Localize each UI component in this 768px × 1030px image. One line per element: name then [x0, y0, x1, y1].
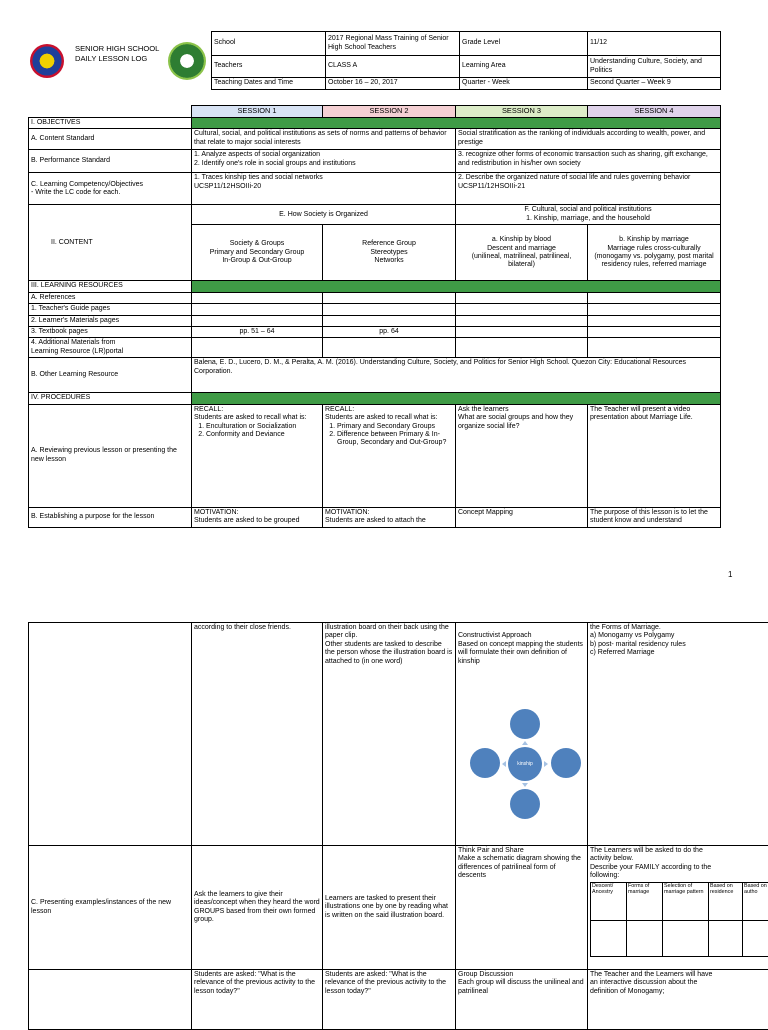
quarter-value: Second Quarter – Week 9 — [588, 78, 721, 90]
content-s4: b. Kinship by marriage Marriage rules cross-culturally (monogamy vs. polygamy, post marital residency rules, referred marriage — [588, 225, 721, 281]
recall-text: Students are asked to recall what is: — [325, 414, 453, 422]
content-label: II. CONTENT — [29, 205, 192, 281]
procedure-b-label: B. Establishing a purpose for the lesson — [29, 507, 192, 527]
procedure-a-s3: Ask the learners What are social groups and how they organize social life? — [456, 404, 588, 507]
procedure-b-s2-cont: illustration board on their back using the paper clip. Other students are tasked to describe the person whose the illustration board is attached to (in one word) — [323, 623, 456, 846]
other-resources-value: Balena, E. D., Lucero, D. M., & Peralta, A. M. (2016). Understanding Culture, Society, and Politics for Senior High School. Quezon City: Educational Resources Corporation. — [192, 358, 721, 393]
recall-title: RECALL: — [325, 406, 453, 414]
dates-value: October 16 – 20, 2017 — [326, 78, 460, 90]
procedure-b-s4-cont: the Forms of Marriage. a) Monogamy vs Polygamy b) post- marital residency rules c) Referred Marriage — [588, 623, 768, 846]
procedure-d-s1: Students are asked: "What is the relevance of the previous activity to the lesson today?" — [192, 970, 323, 1030]
arrow-up-icon — [522, 741, 528, 745]
objectives-heading: I. OBJECTIVES — [29, 118, 192, 129]
performance-standard-s34: 3. recognize other forms of economic transaction such as sharing, gift exchange, and redistribution in his/her own society — [456, 150, 721, 173]
blank-corner — [29, 106, 192, 118]
competency-s34: 2. Describe the organized nature of social life and rules governing behavior UCSP11/12HSOIIi-21 — [456, 173, 721, 205]
concept-map-left-node — [470, 748, 500, 778]
concept-map-right-node — [551, 748, 581, 778]
procedure-c-s3: Think Pair and Share Make a schematic diagram showing the differences of patrilineal form of descents — [456, 846, 588, 970]
procedure-d-s2: Students are asked: "What is the relevance of the previous activity to the lesson today?" — [323, 970, 456, 1030]
textbook-s1: pp. 51 – 64 — [192, 327, 323, 338]
procedure-b-s3-cont — [456, 623, 588, 846]
procedure-a-label: A. Reviewing previous lesson or presenting the new lesson — [29, 404, 192, 507]
mini-header-residence: Based on residence — [709, 882, 743, 920]
lesson-log-table-continued — [28, 622, 768, 1030]
family-activity-table — [590, 882, 768, 957]
activity-instructions: The Learners will be asked to do the activity below. Describe your FAMILY according to the following: — [590, 847, 716, 881]
textbook-s2: pp. 64 — [323, 327, 456, 338]
session-1-header: SESSION 1 — [192, 106, 323, 118]
procedure-d-s3: Group Discussion Each group will discuss the unilineal and patrilineal — [456, 970, 588, 1030]
competency-s12: 1. Traces kinship ties and social networks UCSP11/12HSOIIi-20 — [192, 173, 456, 205]
teachers-label: Teachers — [212, 56, 326, 78]
session-4-header: SESSION 4 — [588, 106, 721, 118]
deped-seal-logo — [30, 44, 64, 78]
quarter-label: Quarter - Week — [460, 78, 588, 90]
content-standard-s34: Social stratification as the ranking of individuals according to wealth, power, and prestige — [456, 129, 721, 150]
procedures-heading: IV. PROCEDURES — [29, 393, 192, 404]
content-standard-label: A. Content Standard — [29, 129, 192, 150]
procedure-d-s4 — [588, 970, 768, 1030]
arrow-down-icon — [522, 783, 528, 787]
title-line-1: SENIOR HIGH SCHOOL — [75, 44, 170, 54]
concept-map-bottom-node — [510, 789, 540, 819]
concept-text: Constructivist Approach Based on concept mapping the students will formulate their own definition of kinship — [458, 632, 585, 666]
procedure-b-s1-cont: according to their close friends. — [192, 623, 323, 846]
procedure-d-label — [29, 970, 192, 1030]
area-value: Understanding Culture, Society, and Politics — [588, 56, 721, 78]
title-line-2: DAILY LESSON LOG — [75, 54, 170, 64]
procedure-b-s1: MOTIVATION: Students are asked to be grouped — [192, 507, 323, 527]
recall-text: Students are asked to recall what is: — [194, 414, 320, 422]
procedure-a-s1 — [192, 404, 323, 507]
recall-item: 2. Difference between Primary & In-Group, Secondary and Out-Group? — [337, 431, 453, 448]
teachers-guide-label: 1. Teacher's Guide pages — [29, 304, 192, 315]
competency-label: C. Learning Competency/Objectives - Write the LC code for each. — [29, 173, 192, 205]
arrow-left-icon — [502, 761, 506, 767]
grade-value: 11/12 — [588, 32, 721, 56]
dates-label: Teaching Dates and Time — [212, 78, 326, 90]
procedure-b-s3: Concept Mapping — [456, 507, 588, 527]
performance-standard-s12: 1. Analyze aspects of social organization 2. Identify one's role in social groups and institutions — [192, 150, 456, 173]
content-e-heading: E. How Society is Organized — [192, 205, 456, 225]
procedure-c-label: C. Presenting examples/instances of the new lesson — [29, 846, 192, 970]
page-number: 1 — [728, 570, 732, 579]
content-f-heading: F. Cultural, social and political institutions 1. Kinship, marriage, and the household — [456, 205, 721, 225]
mini-header-selection: Selection of marriage pattern — [663, 882, 709, 920]
school-value: 2017 Regional Mass Training of Senior High School Teachers — [326, 32, 460, 56]
area-label: Learning Area — [460, 56, 588, 78]
arrow-right-icon — [544, 761, 548, 767]
procedure-d-s4-text: The Teacher and the Learners will have an interactive discussion about the definition of Monogamy; — [590, 971, 716, 996]
procedure-c-s1: Ask the learners to give their ideas/concept when they heard the word GROUPS based from their own formed group. — [192, 846, 323, 970]
procedure-c-s4 — [588, 846, 768, 970]
content-s2: Reference Group Stereotypes Networks — [323, 225, 456, 281]
resources-heading: III. LEARNING RESOURCES — [29, 281, 192, 292]
header-info-table — [211, 31, 721, 90]
kinship-label: kinship — [508, 760, 542, 768]
concept-map-top-node — [510, 709, 540, 739]
school-label: School — [212, 32, 326, 56]
content-s3: a. Kinship by blood Descent and marriage (unilineal, matrilineal, patrilineal, bilateral) — [456, 225, 588, 281]
procedure-c-s2: Learners are tasked to present their illustrations one by one by reading what is written on the said illustration board. — [323, 846, 456, 970]
procedure-b-s2: MOTIVATION: Students are asked to attach the — [323, 507, 456, 527]
procedure-a-s4: The Teacher will present a video presentation about Marriage Life. — [588, 404, 721, 507]
learners-materials-label: 2. Learner's Materials pages — [29, 315, 192, 326]
recall-title: RECALL: — [194, 406, 320, 414]
green-bar — [192, 118, 721, 129]
mini-header-authority: Based on autho — [743, 882, 768, 920]
procedure-b-label-cont — [29, 623, 192, 846]
session-2-header: SESSION 2 — [323, 106, 456, 118]
performance-standard-label: B. Performance Standard — [29, 150, 192, 173]
mini-header-descent: Descent/ Ancestry — [591, 882, 627, 920]
document-title — [75, 44, 170, 64]
procedure-b-s4: The purpose of this lesson is to let the student know and understand — [588, 507, 721, 527]
recall-item: 2. Conformity and Deviance — [206, 431, 320, 439]
recall-item: 1. Enculturation or Socialization — [206, 423, 320, 431]
content-s1: Society & Groups Primary and Secondary Group In-Group & Out-Group — [192, 225, 323, 281]
lesson-log-table — [28, 105, 721, 528]
additional-materials-label: 4. Additional Materials from Learning Resource (LR)portal — [29, 338, 192, 358]
mini-header-forms: Forms of marriage — [627, 882, 663, 920]
textbook-label: 3. Textbook pages — [29, 327, 192, 338]
green-bar — [192, 393, 721, 404]
content-standard-s12: Cultural, social, and political institutions as sets of norms and patterns of behavior that relate to major social interests — [192, 129, 456, 150]
procedure-a-s2 — [323, 404, 456, 507]
other-resources-label: B. Other Learning Resource — [29, 358, 192, 393]
green-bar — [192, 281, 721, 292]
division-seal-logo — [168, 42, 206, 80]
grade-label: Grade Level — [460, 32, 588, 56]
session-3-header: SESSION 3 — [456, 106, 588, 118]
teachers-value: CLASS A — [326, 56, 460, 78]
recall-item: 1. Primary and Secondary Groups — [337, 423, 453, 431]
references-label: A. References — [29, 292, 192, 303]
